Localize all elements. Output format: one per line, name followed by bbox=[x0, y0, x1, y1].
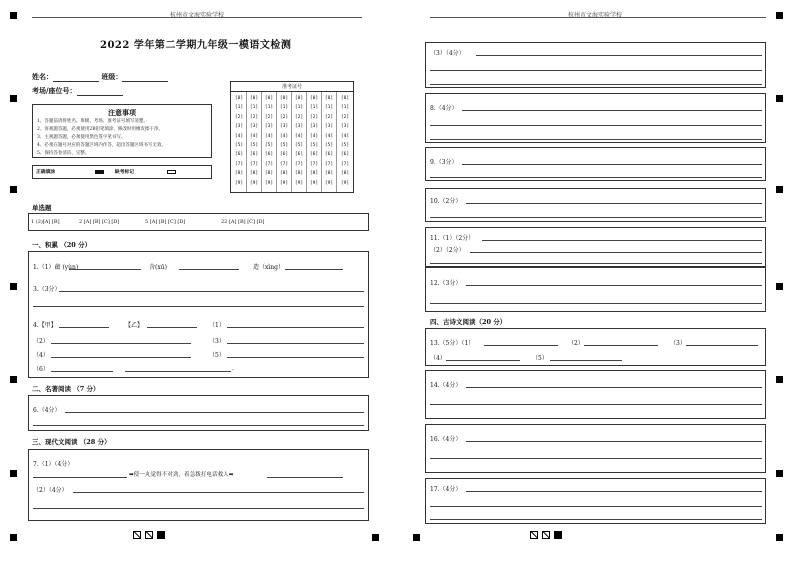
answer-line[interactable] bbox=[430, 84, 762, 85]
ticket-digit-bubble[interactable]: [6] bbox=[249, 152, 259, 158]
single-choice-box bbox=[28, 213, 369, 231]
ticket-digit-bubble[interactable]: [1] bbox=[324, 105, 334, 111]
page-footer-right bbox=[530, 531, 562, 539]
q16-label: 16.（4分） bbox=[430, 436, 462, 443]
answer-line[interactable] bbox=[466, 203, 762, 204]
section-1-box bbox=[28, 251, 369, 378]
q7-2-label: （2）（4分） bbox=[33, 487, 68, 494]
ticket-title: 准考证号 bbox=[231, 82, 353, 92]
ticket-digit-bubble[interactable]: [9] bbox=[234, 180, 244, 186]
seat-row bbox=[32, 86, 123, 96]
ticket-digit-bubble[interactable]: [7] bbox=[340, 161, 350, 167]
ticket-digit-bubble[interactable]: [5] bbox=[309, 143, 319, 149]
notice-line: 2、客观题答题，必须使用2B铅笔填涂，修改时用橡皮擦干净。 bbox=[37, 127, 164, 132]
choice-item[interactable]: 2 [A] [B] [C] [D] bbox=[79, 219, 120, 225]
answer-line[interactable] bbox=[430, 303, 762, 304]
fill-example-box bbox=[32, 165, 212, 179]
answer-line[interactable] bbox=[462, 110, 762, 111]
q4-2-label: （2） bbox=[33, 338, 49, 345]
q4-5-label: （5） bbox=[209, 352, 225, 359]
answer-line[interactable] bbox=[73, 492, 364, 493]
slash-mark bbox=[542, 531, 550, 539]
ticket-digit-bubble[interactable]: [8] bbox=[234, 171, 244, 177]
q13-3-label: （3） bbox=[670, 340, 686, 347]
correct-fill-sample bbox=[95, 170, 104, 174]
slash-mark bbox=[133, 531, 141, 539]
ticket-digit-bubble[interactable]: [0] bbox=[279, 96, 289, 101]
ticket-digit-bubble[interactable]: [9] bbox=[249, 180, 259, 186]
answer-line[interactable] bbox=[430, 217, 762, 218]
ticket-digit-bubble[interactable]: [5] bbox=[340, 143, 350, 149]
ticket-digit-bubble[interactable]: [3] bbox=[249, 124, 259, 130]
registration-mark bbox=[10, 376, 17, 383]
answer-line[interactable] bbox=[33, 477, 127, 478]
ticket-digit-bubble[interactable]: [4] bbox=[324, 133, 334, 139]
seat-field[interactable] bbox=[77, 88, 123, 96]
ticket-digit-bubble[interactable]: [9] bbox=[279, 180, 289, 186]
ticket-digit-bubble[interactable]: [1] bbox=[309, 105, 319, 111]
answer-box-q9 bbox=[425, 147, 766, 181]
registration-mark bbox=[10, 186, 17, 193]
exam-title: 2022 学年第二学期九年级一模语文检测 bbox=[100, 40, 292, 51]
ticket-digit-bubble[interactable]: [3] bbox=[324, 124, 334, 130]
q12-label: 12.（3分） bbox=[430, 280, 462, 287]
answer-line[interactable] bbox=[51, 343, 191, 344]
answer-line[interactable] bbox=[227, 357, 364, 358]
ticket-digit-bubble[interactable]: [6] bbox=[294, 152, 304, 158]
registration-mark bbox=[10, 534, 17, 541]
slash-mark bbox=[145, 531, 153, 539]
choice-item[interactable]: 1 (2)[A] [B] bbox=[31, 219, 60, 225]
q1b-label: 含(xū) bbox=[149, 264, 167, 271]
registration-mark bbox=[776, 470, 783, 477]
ticket-digit-bubble[interactable]: [1] bbox=[340, 105, 350, 111]
header-rule bbox=[430, 17, 766, 18]
answer-line[interactable] bbox=[446, 360, 520, 361]
q11-2-label: （2）（2分） bbox=[430, 247, 465, 254]
q10-label: 10.（2分） bbox=[430, 198, 462, 205]
ticket-digit-bubble[interactable]: [9] bbox=[324, 180, 334, 186]
ticket-digit-bubble[interactable]: [6] bbox=[234, 152, 244, 158]
answer-line[interactable] bbox=[462, 164, 762, 165]
ticket-digit-bubble[interactable]: [5] bbox=[294, 143, 304, 149]
answer-box-q11 bbox=[425, 227, 766, 267]
answer-line[interactable] bbox=[430, 519, 762, 520]
answer-box-q16 bbox=[425, 424, 766, 473]
ticket-digit-bubble[interactable]: [5] bbox=[249, 143, 259, 149]
ticket-digit-bubble[interactable]: [2] bbox=[279, 114, 289, 120]
q3-label: 3.（3分） bbox=[33, 286, 61, 293]
answer-line[interactable] bbox=[482, 240, 762, 241]
ticket-digit-bubble[interactable]: [4] bbox=[264, 133, 274, 139]
q4-jia-label: 4.【甲】 bbox=[33, 322, 57, 329]
answer-line[interactable] bbox=[466, 285, 762, 286]
q4-1-label: （1） bbox=[209, 322, 225, 329]
absent-mark-box[interactable] bbox=[167, 170, 176, 174]
ticket-digit-bubble[interactable]: [8] bbox=[279, 171, 289, 177]
notice-box bbox=[32, 104, 212, 158]
q1-label: 1.（1）蕴 (yùn) bbox=[33, 264, 79, 271]
answer-line[interactable] bbox=[125, 371, 231, 372]
slash-mark bbox=[530, 531, 538, 539]
ticket-digit-bubble[interactable]: [7] bbox=[324, 161, 334, 167]
registration-mark bbox=[372, 534, 379, 541]
ticket-digit-bubble[interactable]: [6] bbox=[264, 152, 274, 158]
registration-mark bbox=[776, 376, 783, 383]
notice-line: 1、答题前请将姓名、班级、考场、准考证号填写清楚。 bbox=[37, 119, 148, 124]
answer-line[interactable] bbox=[466, 441, 762, 442]
answer-line[interactable] bbox=[550, 360, 622, 361]
answer-box-q10 bbox=[425, 188, 766, 222]
school-name-right: 杭州市文海实验学校 bbox=[567, 12, 622, 19]
section-3-title: 三、现代文阅读 （28 分） bbox=[32, 438, 111, 446]
ticket-number-grid bbox=[230, 81, 354, 193]
ticket-digit-bubble[interactable]: [6] bbox=[340, 152, 350, 158]
registration-mark bbox=[776, 12, 783, 19]
ticket-digit-bubble[interactable]: [3] bbox=[294, 124, 304, 130]
answer-box-q17 bbox=[425, 478, 766, 524]
section-1-title: 一、积累 （20 分） bbox=[32, 241, 92, 249]
answer-line[interactable] bbox=[227, 327, 364, 328]
ticket-digit-bubble[interactable]: [2] bbox=[264, 114, 274, 120]
q4-6-label: （6） bbox=[33, 366, 49, 373]
single-choice-title: 单选题 bbox=[32, 204, 52, 212]
answer-line[interactable] bbox=[470, 252, 762, 253]
ticket-digit-bubble[interactable]: [0] bbox=[264, 96, 274, 101]
ticket-digit-bubble[interactable]: [2] bbox=[234, 114, 244, 120]
ticket-digit-bubble[interactable]: [1] bbox=[294, 105, 304, 111]
ticket-digit-bubble[interactable]: [9] bbox=[264, 180, 274, 186]
answer-line[interactable] bbox=[686, 345, 758, 346]
header-rule bbox=[32, 17, 362, 18]
registration-mark bbox=[776, 186, 783, 193]
answer-box-3-4 bbox=[425, 42, 766, 88]
answer-line[interactable] bbox=[69, 269, 141, 270]
notice-title: 注意事项 bbox=[108, 108, 136, 117]
answer-line[interactable] bbox=[65, 412, 364, 413]
ticket-digit-bubble[interactable]: [1] bbox=[279, 105, 289, 111]
answer-box-q12 bbox=[425, 267, 766, 312]
q6-label: 6.（4分） bbox=[33, 407, 61, 414]
ticket-column[interactable] bbox=[248, 94, 260, 188]
ticket-digit-bubble[interactable]: [7] bbox=[264, 161, 274, 167]
ticket-digit-bubble[interactable]: [1] bbox=[249, 105, 259, 111]
registration-mark bbox=[413, 534, 420, 541]
answer-line[interactable] bbox=[430, 458, 762, 459]
solid-mark bbox=[157, 531, 165, 539]
answer-line[interactable] bbox=[430, 263, 762, 264]
ticket-digit-bubble[interactable]: [5] bbox=[234, 143, 244, 149]
ticket-digit-bubble[interactable]: [8] bbox=[324, 171, 334, 177]
ticket-column[interactable] bbox=[263, 94, 275, 188]
answer-line[interactable] bbox=[430, 70, 762, 71]
ticket-digit-bubble[interactable]: [7] bbox=[249, 161, 259, 167]
page-footer-left bbox=[133, 531, 165, 539]
ticket-digit-bubble[interactable]: [8] bbox=[309, 171, 319, 177]
answer-line[interactable] bbox=[466, 491, 762, 492]
ticket-digit-bubble[interactable]: [8] bbox=[294, 171, 304, 177]
ticket-digit-bubble[interactable]: [0] bbox=[294, 96, 304, 101]
absent-mark-label: 缺考标记 bbox=[114, 169, 135, 175]
ticket-digit-bubble[interactable]: [6] bbox=[324, 152, 334, 158]
answer-line[interactable] bbox=[33, 425, 364, 426]
ticket-digit-bubble[interactable]: [3] bbox=[340, 124, 350, 130]
ticket-digit-bubble[interactable]: [2] bbox=[324, 114, 334, 120]
name-class-row bbox=[32, 72, 168, 82]
section-3-box bbox=[28, 449, 369, 521]
q13-label: 13.（5分）（1） bbox=[430, 340, 475, 347]
section-4-title: 四、古诗文阅读（20 分） bbox=[430, 318, 507, 326]
ticket-digit-bubble[interactable]: [0] bbox=[249, 96, 259, 101]
ticket-digit-bubble[interactable]: [0] bbox=[234, 96, 244, 101]
q4-yi-label: 【乙】 bbox=[125, 322, 144, 329]
ticket-digit-bubble[interactable]: [4] bbox=[340, 133, 350, 139]
answer-line[interactable] bbox=[147, 327, 197, 328]
q7-label: 7.（1）（4分） bbox=[33, 461, 74, 468]
solid-mark bbox=[554, 531, 562, 539]
ticket-digit-bubble[interactable]: [7] bbox=[294, 161, 304, 167]
answer-line[interactable] bbox=[430, 139, 762, 140]
ticket-digit-bubble[interactable]: [3] bbox=[309, 124, 319, 130]
section-2-box bbox=[28, 395, 369, 431]
registration-mark bbox=[10, 95, 17, 102]
notice-line: 5、保持答卷清洁、完整。 bbox=[37, 151, 90, 156]
ticket-digit-bubble[interactable]: [1] bbox=[234, 105, 244, 111]
answer-line[interactable] bbox=[51, 371, 113, 372]
ticket-column[interactable] bbox=[323, 94, 335, 188]
q13-4-label: （4） bbox=[430, 355, 446, 362]
ticket-column[interactable] bbox=[293, 94, 305, 188]
class-label: 班级： bbox=[101, 72, 123, 81]
answer-line[interactable] bbox=[33, 508, 364, 509]
q-3-4-label: （3）（4分） bbox=[430, 50, 465, 57]
answer-line[interactable] bbox=[227, 343, 364, 344]
answer-line[interactable] bbox=[179, 269, 239, 270]
ticket-digit-bubble[interactable]: [6] bbox=[279, 152, 289, 158]
choice-item[interactable]: 5 [A] [B] [C] [D] bbox=[145, 219, 186, 225]
ticket-digit-bubble[interactable]: [2] bbox=[340, 114, 350, 120]
ticket-digit-bubble[interactable]: [7] bbox=[279, 161, 289, 167]
q4-3-label: （3） bbox=[209, 338, 225, 345]
ticket-digit-bubble[interactable]: [4] bbox=[294, 133, 304, 139]
q7-middle-text: ➡使一丸觉得不对劲，着急拨打电话救人➡ bbox=[129, 472, 234, 478]
ticket-digit-bubble[interactable]: [0] bbox=[324, 96, 334, 101]
ticket-digit-bubble[interactable]: [2] bbox=[249, 114, 259, 120]
ticket-digit-bubble[interactable]: [8] bbox=[264, 171, 274, 177]
registration-mark bbox=[776, 534, 783, 541]
answer-box-q13 bbox=[425, 328, 766, 366]
answer-line[interactable] bbox=[430, 506, 762, 507]
ticket-digit-bubble[interactable]: [3] bbox=[264, 124, 274, 130]
name-field[interactable] bbox=[53, 74, 99, 82]
ticket-digit-bubble[interactable]: [9] bbox=[340, 180, 350, 186]
registration-mark bbox=[10, 470, 17, 477]
ticket-digit-bubble[interactable]: [6] bbox=[309, 152, 319, 158]
ticket-digit-bubble[interactable]: [3] bbox=[279, 124, 289, 130]
ticket-digit-bubble[interactable]: [0] bbox=[340, 96, 350, 101]
ticket-digit-bubble[interactable]: [8] bbox=[340, 171, 350, 177]
q13-2-label: （2） bbox=[568, 340, 584, 347]
answer-line[interactable] bbox=[430, 125, 762, 126]
answer-line[interactable] bbox=[51, 357, 191, 358]
answer-line[interactable] bbox=[484, 345, 558, 346]
answer-box-q14 bbox=[425, 370, 766, 419]
answer-line[interactable] bbox=[476, 55, 762, 56]
ticket-digit-bubble[interactable]: [5] bbox=[324, 143, 334, 149]
ticket-digit-bubble[interactable]: [8] bbox=[249, 171, 259, 177]
ticket-digit-bubble[interactable]: [1] bbox=[264, 105, 274, 111]
registration-mark bbox=[10, 283, 17, 290]
ticket-digit-bubble[interactable]: [4] bbox=[249, 133, 259, 139]
q13-5-label: （5） bbox=[532, 355, 548, 362]
ticket-column[interactable] bbox=[308, 94, 320, 188]
ticket-digit-bubble[interactable]: [5] bbox=[279, 143, 289, 149]
answer-box-q8 bbox=[425, 93, 766, 143]
ticket-digit-bubble[interactable]: [5] bbox=[264, 143, 274, 149]
notice-line: 4、必须在题号对应的答题区域内作答，超出答题区域书写无效。 bbox=[37, 143, 166, 148]
answer-line[interactable] bbox=[59, 327, 109, 328]
ticket-digit-bubble[interactable]: [7] bbox=[309, 161, 319, 167]
answer-line[interactable] bbox=[430, 404, 762, 405]
answer-line[interactable] bbox=[267, 477, 343, 478]
registration-mark bbox=[776, 95, 783, 102]
q9-label: 9.（3分） bbox=[430, 159, 458, 166]
registration-mark bbox=[776, 283, 783, 290]
correct-fill-label: 正确填涂 bbox=[36, 169, 56, 175]
ticket-digit-bubble[interactable]: [7] bbox=[234, 161, 244, 167]
school-name-left: 杭州市文海实验学校 bbox=[169, 12, 224, 19]
ticket-digit-bubble[interactable]: [9] bbox=[309, 180, 319, 186]
answer-line[interactable] bbox=[466, 387, 762, 388]
ticket-digit-bubble[interactable]: [2] bbox=[294, 114, 304, 120]
ticket-column[interactable] bbox=[233, 94, 245, 188]
q11-1-label: 11.（1）（2分） bbox=[430, 235, 475, 242]
ticket-digit-bubble[interactable]: [2] bbox=[309, 114, 319, 120]
q1c-label: 造（xìng） bbox=[253, 264, 285, 271]
q4-end-dot: . bbox=[232, 365, 234, 372]
answer-line[interactable] bbox=[285, 269, 343, 270]
q17-label: 17.（4分） bbox=[430, 486, 462, 493]
ticket-column[interactable] bbox=[278, 94, 290, 188]
answer-line[interactable] bbox=[59, 291, 364, 292]
section-2-title: 二、名著阅读 （7 分） bbox=[32, 385, 100, 393]
seat-label: 考场/座位号： bbox=[32, 86, 77, 95]
q14-label: 14.（4分） bbox=[430, 382, 462, 389]
q4-4-label: （4） bbox=[33, 352, 49, 359]
ticket-digit-bubble[interactable]: [4] bbox=[309, 133, 319, 139]
ticket-digit-bubble[interactable]: [3] bbox=[234, 124, 244, 130]
answer-line[interactable] bbox=[584, 345, 658, 346]
answer-line[interactable] bbox=[33, 306, 364, 307]
notice-line: 3、主观题答题，必须使用黑色签字笔书写。 bbox=[37, 135, 126, 140]
answer-line[interactable] bbox=[430, 177, 762, 178]
choice-item[interactable]: 22 [A] [B] [C] [D] bbox=[221, 219, 265, 225]
ticket-digit-bubble[interactable]: [4] bbox=[279, 133, 289, 139]
ticket-digit-bubble[interactable]: [9] bbox=[294, 180, 304, 186]
ticket-digit-bubble[interactable]: [0] bbox=[309, 96, 319, 101]
class-field[interactable] bbox=[122, 74, 168, 82]
ticket-digit-bubble[interactable]: [4] bbox=[234, 133, 244, 139]
q8-label: 8.（4分） bbox=[430, 105, 458, 112]
ticket-column[interactable] bbox=[339, 94, 351, 188]
registration-mark bbox=[10, 12, 17, 19]
name-label: 姓名： bbox=[32, 72, 53, 81]
